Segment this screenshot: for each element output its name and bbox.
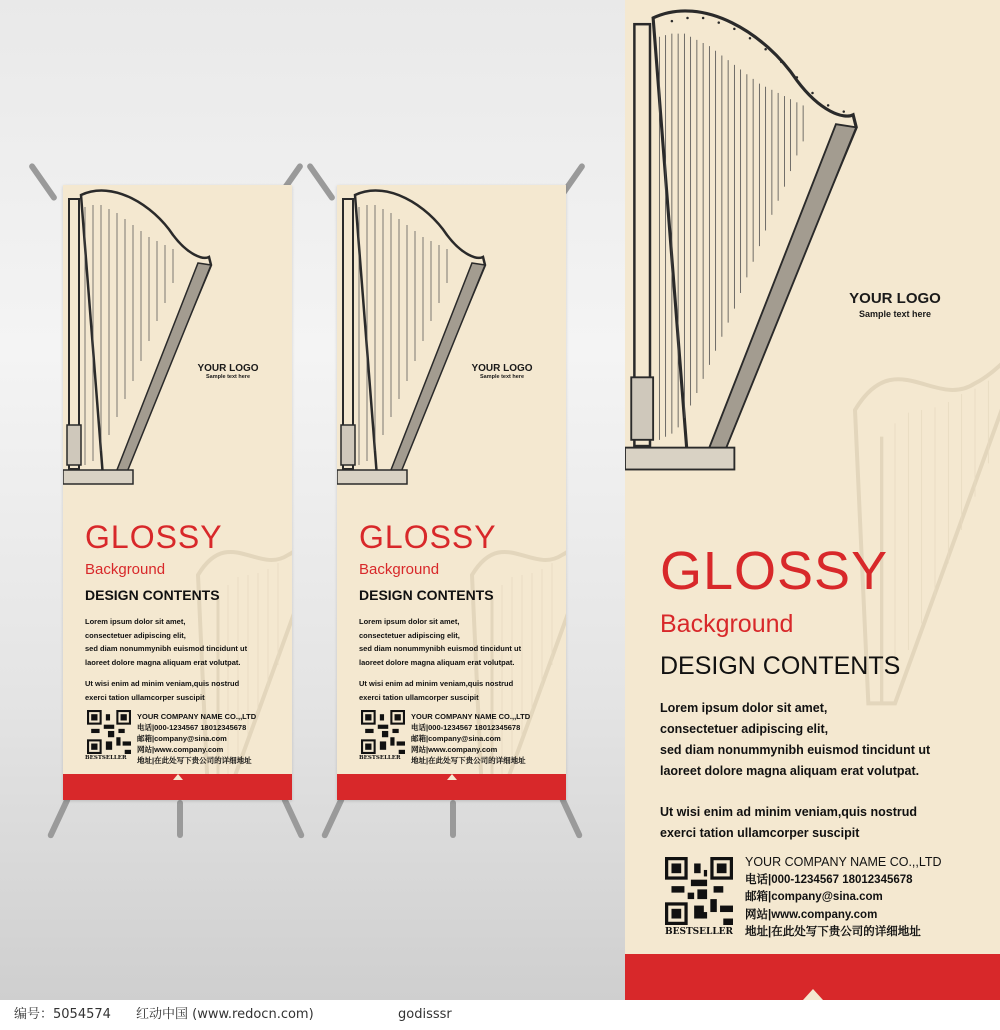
company-name: YOUR COMPANY NAME CO.,,LTD (411, 712, 531, 721)
body-line: Ut wisi enim ad minim veniam,quis nostrud (85, 679, 240, 688)
body-paragraph-2 (359, 677, 513, 704)
body-line: laoreet dolore magna aliquam erat volutpat. (85, 657, 241, 667)
company-name: YOUR COMPANY NAME CO.,,LTD (745, 855, 942, 869)
body-line: exerci tation ullamcorper suscipit (660, 826, 860, 840)
logo-block (462, 363, 542, 380)
company-info (745, 854, 942, 942)
harp-illustration (63, 185, 223, 495)
body-line: consectetuer adipiscing elit, (359, 630, 460, 640)
body-line: Ut wisi enim ad minim veniam,quis nostrud (660, 805, 917, 819)
body-line: sed diam nonummynibh euismod tincidunt ut (660, 743, 931, 757)
company-website: 网站|www.company.com (745, 908, 878, 921)
qr-caption: BESTSELLER (665, 927, 734, 937)
stand-leg (306, 162, 336, 201)
company-info (411, 711, 530, 766)
headline: GLOSSY (359, 519, 497, 555)
stand-leg (28, 162, 58, 201)
stand-leg (47, 796, 71, 839)
qr-caption: BESTSELLER (359, 755, 401, 761)
banner-preview-middle (337, 185, 566, 800)
logo-block (188, 363, 268, 380)
body-line: sed diam nonummynibh euismod tincidunt ut (359, 644, 522, 653)
banner-closeup (625, 0, 1000, 1000)
stand-leg (321, 796, 345, 839)
watermark-footer (0, 1000, 1000, 1030)
harp-illustration (337, 185, 497, 495)
author-label: godisssr (398, 1007, 452, 1022)
company-email: 邮箱|company@sina.com (411, 734, 501, 743)
company-phone: 电话|000-1234567 18012345678 (137, 723, 247, 732)
company-address: 地址|在此处写下贵公司的详细地址 (745, 926, 921, 938)
company-website: 网站|www.company.com (411, 745, 498, 754)
body-line: exerci tation ullamcorper suscipit (85, 692, 205, 702)
subheadline: Background (359, 561, 440, 578)
qr-code-icon (361, 710, 405, 754)
logo-title: YOUR LOGO (197, 363, 259, 374)
body-line: laoreet dolore magna aliquam erat volutpat. (660, 764, 920, 778)
body-paragraph-1 (359, 615, 521, 669)
logo-title: YOUR LOGO (471, 363, 533, 374)
body-line: consectetuer adipiscing elit, (660, 722, 829, 736)
subheadline: Background (85, 561, 166, 578)
body-line: Lorem ipsum dolor sit amet, (660, 701, 828, 715)
company-address: 地址|在此处写下贵公司的详细地址 (411, 756, 526, 765)
company-info (137, 711, 256, 766)
company-phone: 电话|000-1234567 18012345678 (411, 723, 521, 732)
stand-leg (281, 796, 305, 839)
headline: GLOSSY (660, 541, 889, 601)
design-title: DESIGN CONTENTS (85, 587, 220, 603)
body-line: Ut wisi enim ad minim veniam,quis nostrud (359, 679, 514, 688)
company-address: 地址|在此处写下贵公司的详细地址 (137, 756, 252, 765)
stand-leg (559, 796, 583, 839)
strip-notch (803, 989, 823, 1000)
body-line: Lorem ipsum dolor sit amet, (85, 617, 186, 626)
harp-illustration (625, 0, 875, 497)
body-paragraph-1 (660, 698, 930, 782)
qr-code-icon (87, 710, 131, 754)
logo-block (830, 290, 960, 319)
design-title: DESIGN CONTENTS (660, 652, 901, 680)
image-id-label: 编号：5054574 (14, 1007, 111, 1022)
design-title: DESIGN CONTENTS (359, 587, 494, 603)
stand-leg (450, 800, 456, 838)
company-website: 网站|www.company.com (137, 745, 224, 754)
company-phone: 电话|000-1234567 18012345678 (745, 873, 913, 886)
banner-preview-left (63, 185, 292, 800)
body-paragraph-2 (85, 677, 239, 704)
headline: GLOSSY (85, 519, 223, 555)
body-line: Lorem ipsum dolor sit amet, (359, 617, 460, 626)
body-line: laoreet dolore magna aliquam erat volutpat. (359, 657, 515, 667)
body-line: exerci tation ullamcorper suscipit (359, 692, 479, 702)
subheadline: Background (660, 610, 794, 638)
company-email: 邮箱|company@sina.com (137, 734, 227, 743)
logo-subtitle: Sample text here (858, 309, 932, 319)
logo-subtitle: Sample text here (479, 374, 525, 380)
body-paragraph-2 (660, 802, 917, 844)
logo-title: YOUR LOGO (849, 290, 941, 307)
site-label: 红动中国 (www.redocn.com) (136, 1007, 314, 1022)
stand-leg (177, 800, 183, 838)
strip-notch (447, 774, 457, 780)
company-email: 邮箱|company@sina.com (745, 891, 883, 903)
strip-notch (173, 774, 183, 780)
body-line: sed diam nonummynibh euismod tincidunt ut (85, 644, 248, 653)
logo-subtitle: Sample text here (205, 374, 251, 380)
qr-caption: BESTSELLER (85, 755, 127, 761)
body-paragraph-1 (85, 615, 247, 669)
company-name: YOUR COMPANY NAME CO.,,LTD (137, 712, 257, 721)
body-line: consectetuer adipiscing elit, (85, 630, 186, 640)
qr-code-icon (665, 857, 733, 925)
